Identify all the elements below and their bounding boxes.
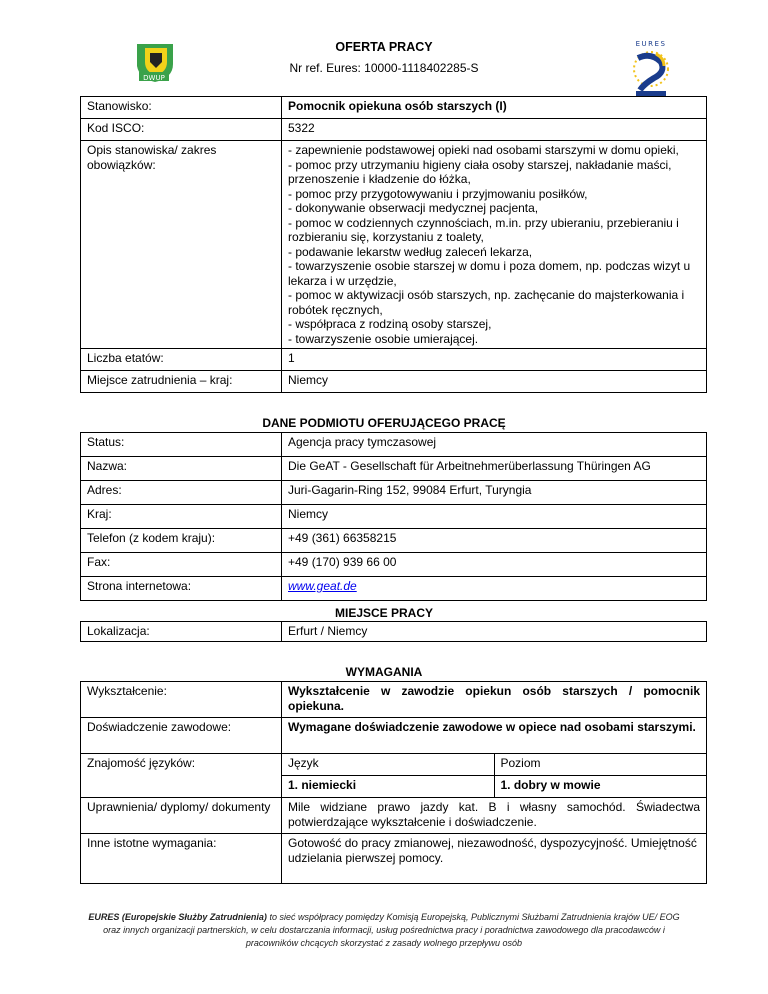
position-label: Stanowisko: — [81, 97, 282, 119]
table-row — [81, 529, 707, 553]
table-row — [81, 718, 707, 754]
table-row — [81, 577, 707, 601]
table-row — [81, 141, 707, 349]
table-row — [81, 622, 707, 642]
phone-value: +49 (361) 66358215 — [282, 529, 707, 553]
footer-line-2: oraz innych organizacji partnerskich, w celu dostarczania informacji, usług pośrednictwa pracy i poradnictwa zawodowego dla pracodawców i — [103, 925, 665, 935]
language-level: 1. dobry w mowie — [494, 776, 706, 798]
address-value: Juri-Gagarin-Ring 152, 99084 Erfurt, Turyngia — [282, 481, 707, 505]
footer-line-3: pracowników chcących skorzystać z zasady wolnego przepływu osób — [245, 938, 523, 948]
table-row — [81, 371, 707, 393]
workplace-table — [80, 621, 707, 642]
footer-bold: EURES (Europejskie Służby Zatrudnienia) — [88, 912, 267, 922]
table-row — [81, 349, 707, 371]
experience-value: Wymagane doświadczenie zawodowe w opiece nad osobami starszymi. — [282, 718, 707, 754]
name-value: Die GeAT - Gesellschaft für Arbeitnehmerüberlassung Thüringen AG — [282, 457, 707, 481]
workplace-heading: MIEJSCE PRACY — [334, 606, 434, 620]
table-row — [81, 682, 707, 718]
location-value: Erfurt / Niemcy — [282, 622, 707, 642]
education-value: Wykształcenie w zawodzie opiekun osób starszych / pomocnik opiekuna. — [282, 682, 707, 718]
logo-right-text: EURES — [635, 40, 667, 48]
employer-country-value: Niemcy — [282, 505, 707, 529]
table-row — [81, 505, 707, 529]
table-row — [81, 798, 707, 834]
table-row — [81, 754, 707, 798]
isco-label: Kod ISCO: — [81, 119, 282, 141]
website-link[interactable]: www.geat.de — [288, 579, 357, 593]
table-row — [81, 481, 707, 505]
description-value: - zapewnienie podstawowej opieki nad osobami starszymi w domu opieki, - pomoc przy utrzymaniu higieny ciała osoby starszej, nakładanie maści, przenoszenie i kładzenie do łóżka, - pomoc przy przygotowywaniu i przyjmowaniu posiłków, - dokonywanie obserwacji medycznej pacjenta, - pomoc w codziennych czynnościach, m.in. przy ubieraniu, przebieraniu i rozbieraniu się, korzystaniu z toalety, - podawanie lekarstw według zaleceń lekarza, - towarzyszenie osobie starszej w domu i poza domem, np. podczas wizyt u lekarza i w urzędzie, - pomoc w aktywizacji osób starszych, np. zachęcanie do majsterkowania i robótek ręcznych, - współpraca z rodziną osoby starszej, - towarzyszenie osobie umierającej. — [282, 141, 707, 349]
address-label: Adres: — [81, 481, 282, 505]
employer-country-label: Kraj: — [81, 505, 282, 529]
licenses-value: Mile widziane prawo jazdy kat. B i własny samochód. Świadectwa potwierdzające wykształcenie i doświadczenie. — [282, 798, 707, 834]
position-value: Pomocnik opiekuna osób starszych (I) — [282, 97, 707, 119]
offer-table — [80, 96, 707, 393]
table-row — [81, 834, 707, 884]
logo-left-text: DWUP — [143, 74, 165, 82]
country-label: Miejsce zatrudnienia – kraj: — [81, 371, 282, 393]
eures-logo — [628, 38, 674, 98]
requirements-table — [80, 681, 707, 884]
status-label: Status: — [81, 433, 282, 457]
name-label: Nazwa: — [81, 457, 282, 481]
etat-value: 1 — [282, 349, 707, 371]
table-row — [81, 97, 707, 119]
fax-value: +49 (170) 939 66 00 — [282, 553, 707, 577]
licenses-label: Uprawnienia/ dyplomy/ dokumenty — [81, 798, 282, 834]
table-row — [81, 433, 707, 457]
language-name: 1. niemiecki — [282, 776, 494, 798]
level-column-header: Poziom — [494, 754, 706, 776]
table-row — [81, 119, 707, 141]
country-value: Niemcy — [282, 371, 707, 393]
etat-label: Liczba etatów: — [81, 349, 282, 371]
fax-label: Fax: — [81, 553, 282, 577]
footer-note — [80, 911, 688, 950]
table-row — [81, 553, 707, 577]
website-label: Strona internetowa: — [81, 577, 282, 601]
location-label: Lokalizacja: — [81, 622, 282, 642]
languages-table — [282, 754, 706, 797]
languages-cell — [282, 754, 707, 798]
experience-label: Doświadczenie zawodowe: — [81, 718, 282, 754]
status-value: Agencja pracy tymczasowej — [282, 433, 707, 457]
description-label: Opis stanowiska/ zakres obowiązków: — [81, 141, 282, 349]
employer-heading: DANE PODMIOTU OFERUJĄCEGO PRACĘ — [262, 416, 506, 430]
other-requirements-label: Inne istotne wymagania: — [81, 834, 282, 884]
footer-line-1 — [80, 911, 688, 924]
isco-value: 5322 — [282, 119, 707, 141]
education-label: Wykształcenie: — [81, 682, 282, 718]
other-requirements-value: Gotowość do pracy zmianowej, niezawodność, dyspozycyjność. Umiejętność udzielania pierwszej pomocy. — [282, 834, 707, 884]
table-row — [282, 754, 706, 776]
languages-label: Znajomość języków: — [81, 754, 282, 798]
document-title: OFERTA PRACY — [335, 40, 433, 54]
table-row — [282, 776, 706, 798]
footer-line-1-rest: to sieć współpracy pomiędzy Komisją Europejską, Publicznymi Służbami Zatrudnienia krajów UE/ EOG — [266, 912, 680, 922]
reference-number: Nr ref. Eures: 10000-1118402285-S — [289, 61, 479, 75]
table-row — [81, 457, 707, 481]
phone-label: Telefon (z kodem kraju): — [81, 529, 282, 553]
employer-table — [80, 432, 707, 601]
language-column-header: Język — [282, 754, 494, 776]
requirements-heading: WYMAGANIA — [345, 665, 423, 679]
